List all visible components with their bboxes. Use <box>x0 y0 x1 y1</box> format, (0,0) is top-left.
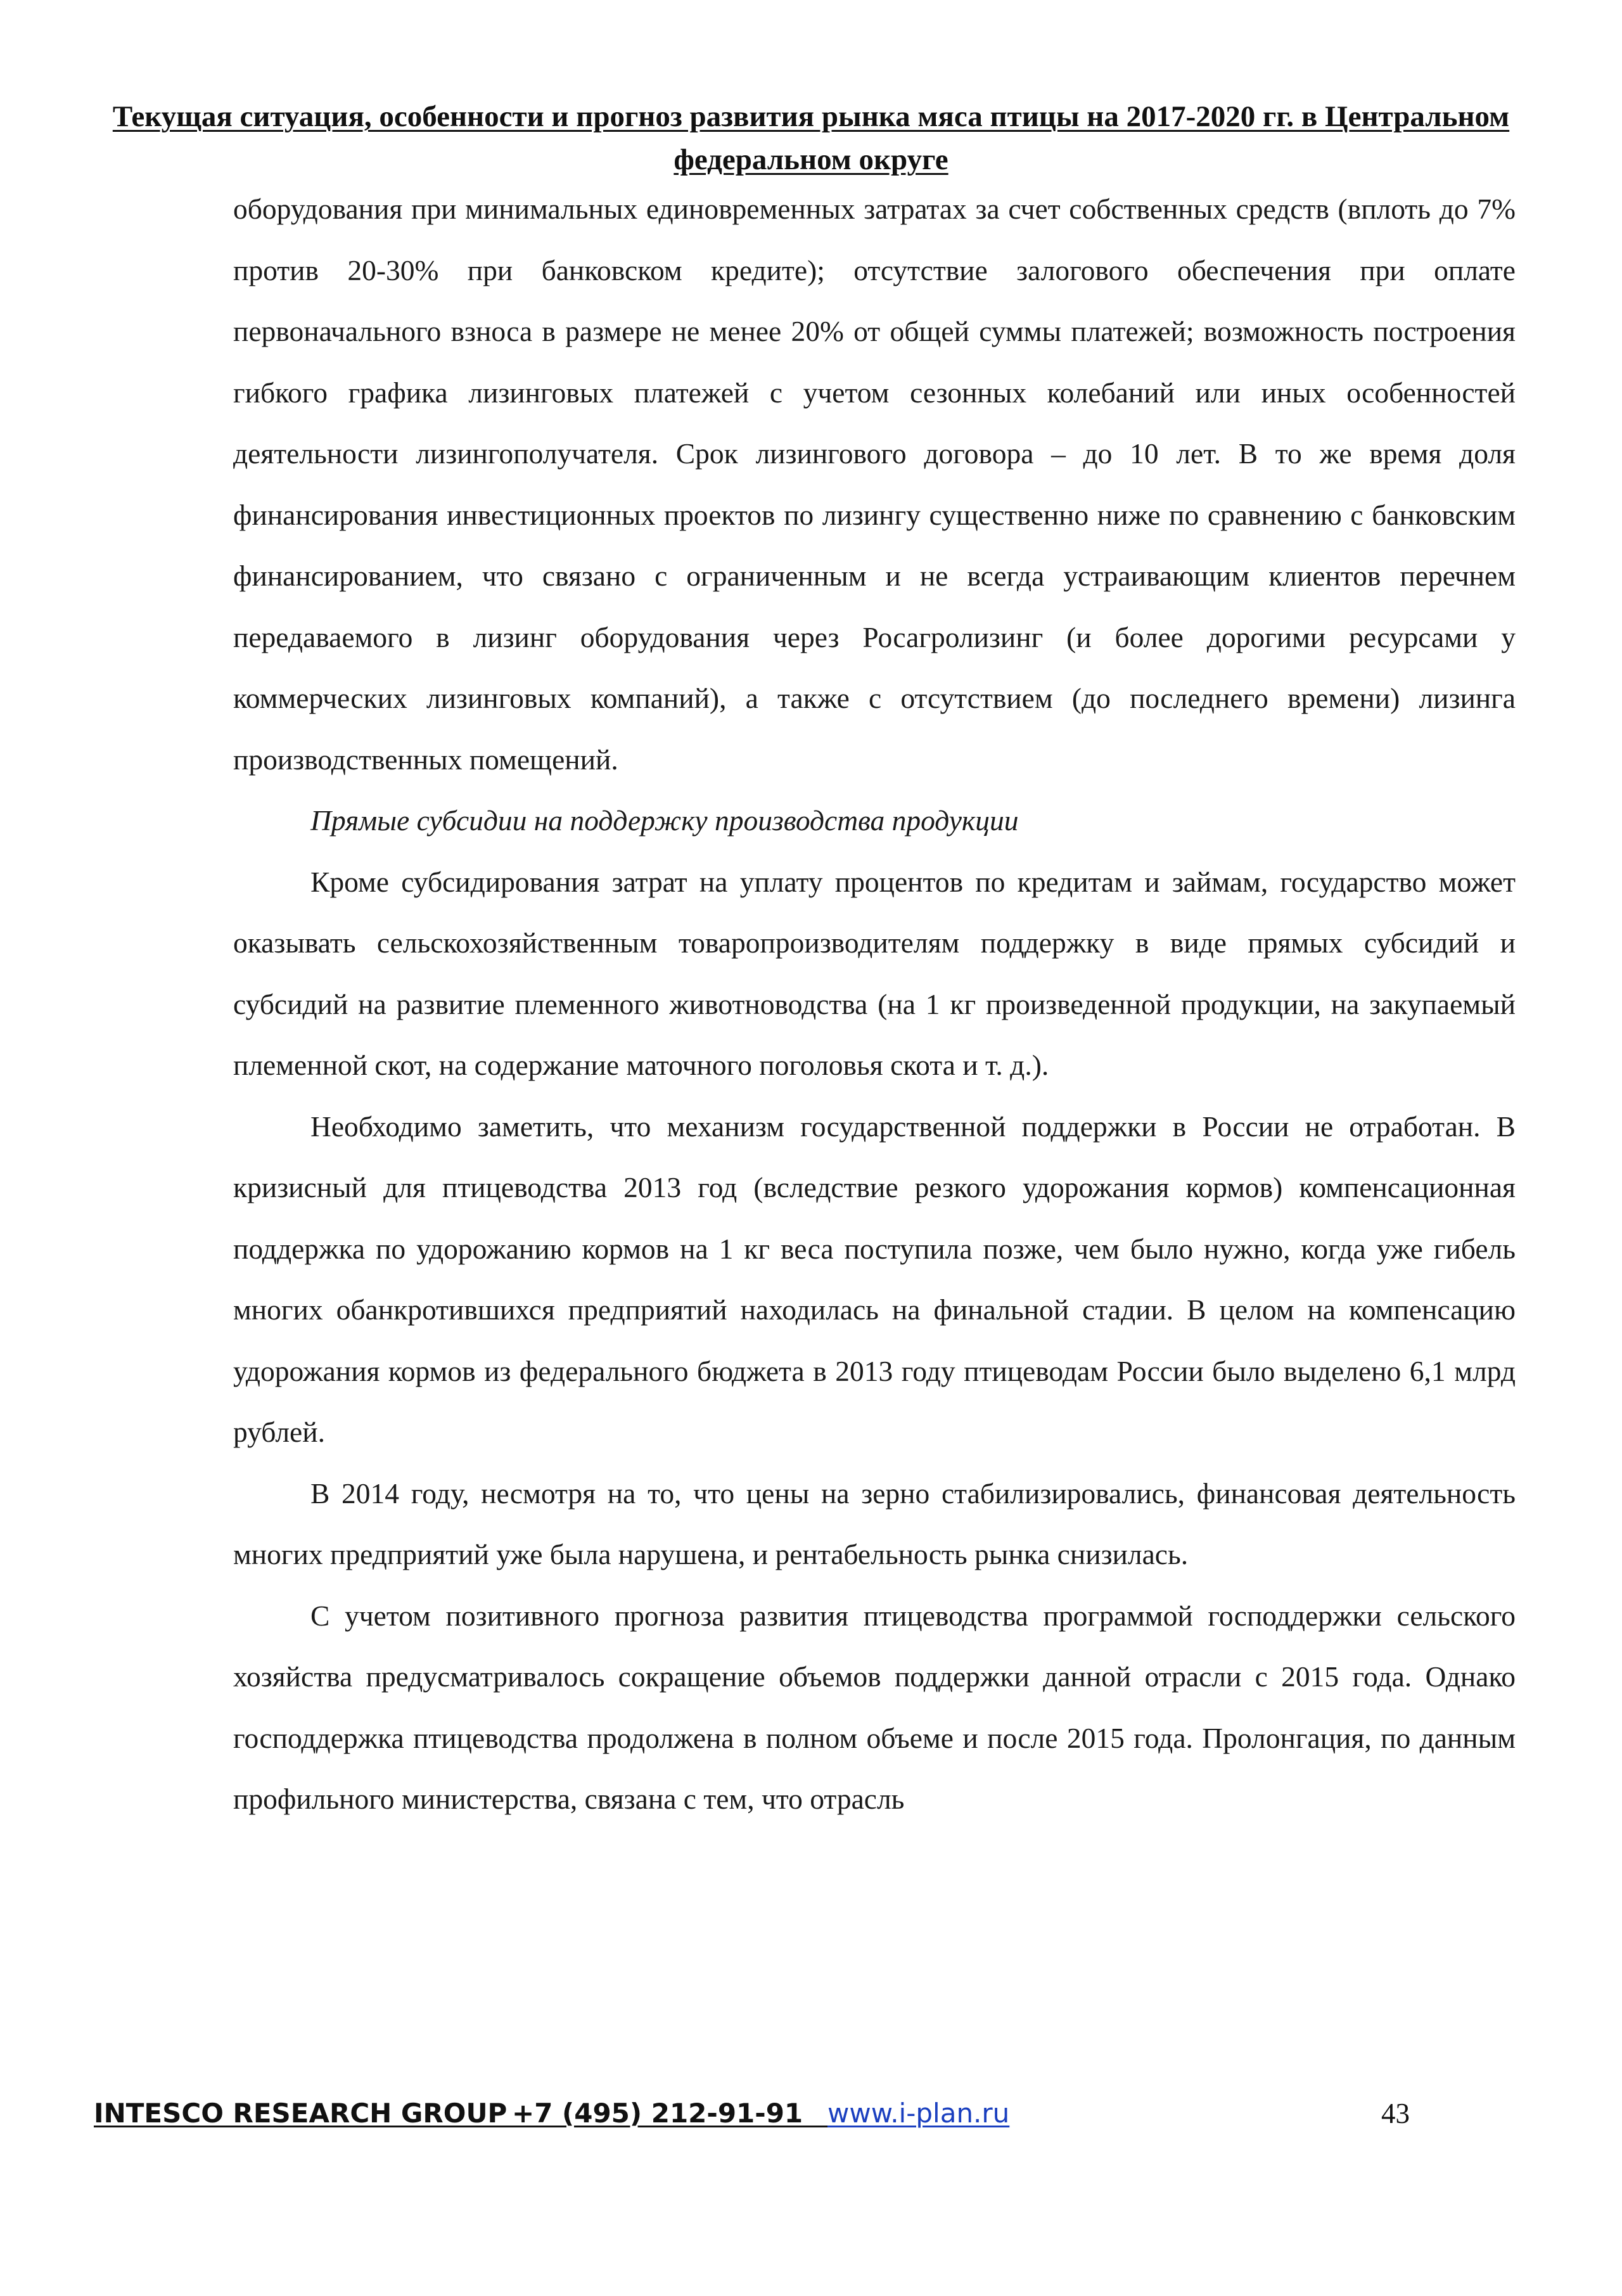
page-number: 43 <box>1381 2098 1410 2129</box>
document-body <box>233 179 1516 1830</box>
paragraph-subsidies: Кроме субсидирования затрат на уплату процентов по кредитам и займам, государство может оказывать сельскохозяйственным товаропроизводителям поддержку в виде прямых субсидий и субсидий на развитие племенного животноводства (на 1 кг произведенной продукции, на закупаемый племенной скот, на содержание маточного поголовья скота и т. д.). <box>233 865 1516 1081</box>
page-header-title: Текущая ситуация, особенности и прогноз развития рынка мяса птицы на 2017-2020 гг. в Центральном федеральном округе <box>112 100 1510 176</box>
footer-website-link[interactable]: www.i-plan.ru <box>827 2098 1010 2129</box>
paragraph-state-support-mechanism: Необходимо заметить, что механизм государственной поддержки в России не отработан. В кризисный для птицеводства 2013 год (вследствие резкого удорожания кормов) компенсационная поддержка по удорожанию кормов на 1 кг веса поступила позже, чем было нужно, когда уже гибель многих обанкротившихся предприятий находилась на финальной стадии. В целом на компенсацию удорожания кормов из федерального бюджета в 2013 году птицеводам России было выделено 6,1 млрд рублей. <box>233 1110 1516 1448</box>
page-footer <box>94 2091 1412 2136</box>
footer-phone: +7 (495) 212-91-91 <box>512 2098 831 2129</box>
paragraph-2014: В 2014 году, несмотря на то, что цены на зерно стабилизировались, финансовая деятельность многих предприятий уже была нарушена, и рентабельность рынка снизилась. <box>233 1477 1516 1570</box>
footer-company-name: INTESCO RESEARCH GROUP <box>94 2098 516 2129</box>
subheading-direct-subsidies: Прямые субсидии на поддержку производства продукции <box>310 804 1019 837</box>
paragraph-forecast-support: С учетом позитивного прогноза развития птицеводства программой господдержки сельского хозяйства предусматривалось сокращение объемов поддержки данной отрасли с 2015 года. Однако господдержка птицеводства продолжена в полном объеме и после 2015 года. Пролонгация, по данным профильного министерства, связана с тем, что отрасль <box>233 1599 1516 1815</box>
paragraph-leasing-continuation: оборудования при минимальных единовременных затратах за счет собственных средств (вплоть до 7% против 20-30% при банковском кредите); отсутствие залогового обеспечения при оплате первоначального взноса в размере не менее 20% от общей суммы платежей; возможность построения гибкого графика лизинговых платежей с учетом сезонных колебаний или иных особенностей деятельности лизингополучателя. Срок лизингового договора – до 10 лет. В то же время доля финансирования инвестиционных проектов по лизингу существенно ниже по сравнению с банковским финансированием, что связано с ограниченным и не всегда устраивающим клиентов перечнем передаваемого в лизинг оборудования через Росагролизинг (и более дорогими ресурсами у коммерческих лизинговых компаний), а также с отсутствием (до последнего времени) лизинга производственных помещений. <box>233 193 1516 776</box>
